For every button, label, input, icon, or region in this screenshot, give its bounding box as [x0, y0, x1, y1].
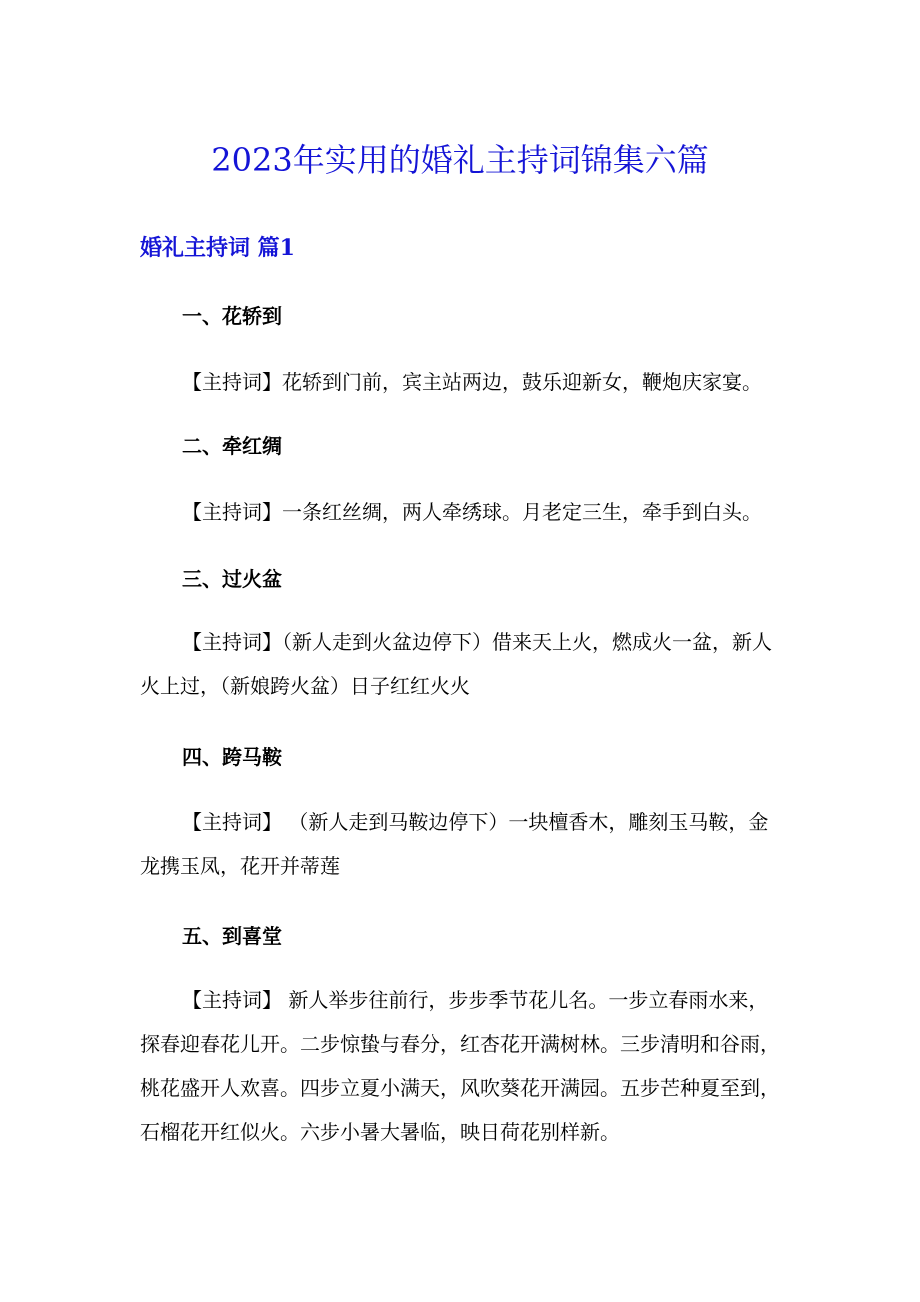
document-title: 2023年实用的婚礼主持词锦集六篇 — [211, 141, 709, 179]
item-paragraph-3: 【主持词】（新人走到火盆边停下）借来天上火，燃成火一盆，新人火上过，（新娘跨火盆）日子红红火火 — [140, 630, 772, 698]
item-heading-1: 一、花轿到 — [182, 304, 282, 328]
item-heading-3: 三、过火盆 — [182, 567, 282, 591]
item-heading-2: 二、牵红绸 — [182, 434, 282, 458]
item-paragraph-1: 【主持词】花轿到门前，宾主站两边，鼓乐迎新女，鞭炮庆家宴。 — [182, 370, 762, 394]
section-heading: 婚礼主持词 篇1 — [140, 235, 295, 261]
item-paragraph-5: 【主持词】 新人举步往前行，步步季节花儿名。一步立春雨水来，探春迎春花儿开。二步惊蛰与春分，红杏花开满树林。三步清明和谷雨，桃花盛开人欢喜。四步立夏小满天，风吹葵花开满园。五步芒种夏至到，石榴花开红似火。六步小暑大暑临，映日荷花别样新。 — [140, 988, 780, 1144]
item-heading-5: 五、到喜堂 — [182, 924, 282, 948]
item-paragraph-2: 【主持词】一条红丝绸，两人牵绣球。月老定三生，牵手到白头。 — [182, 500, 762, 524]
item-paragraph-4: 【主持词】 （新人走到马鞍边停下）一块檀香木，雕刻玉马鞍，金龙携玉凤，花开并蒂莲 — [140, 810, 769, 878]
item-heading-4: 四、跨马鞍 — [182, 745, 282, 769]
